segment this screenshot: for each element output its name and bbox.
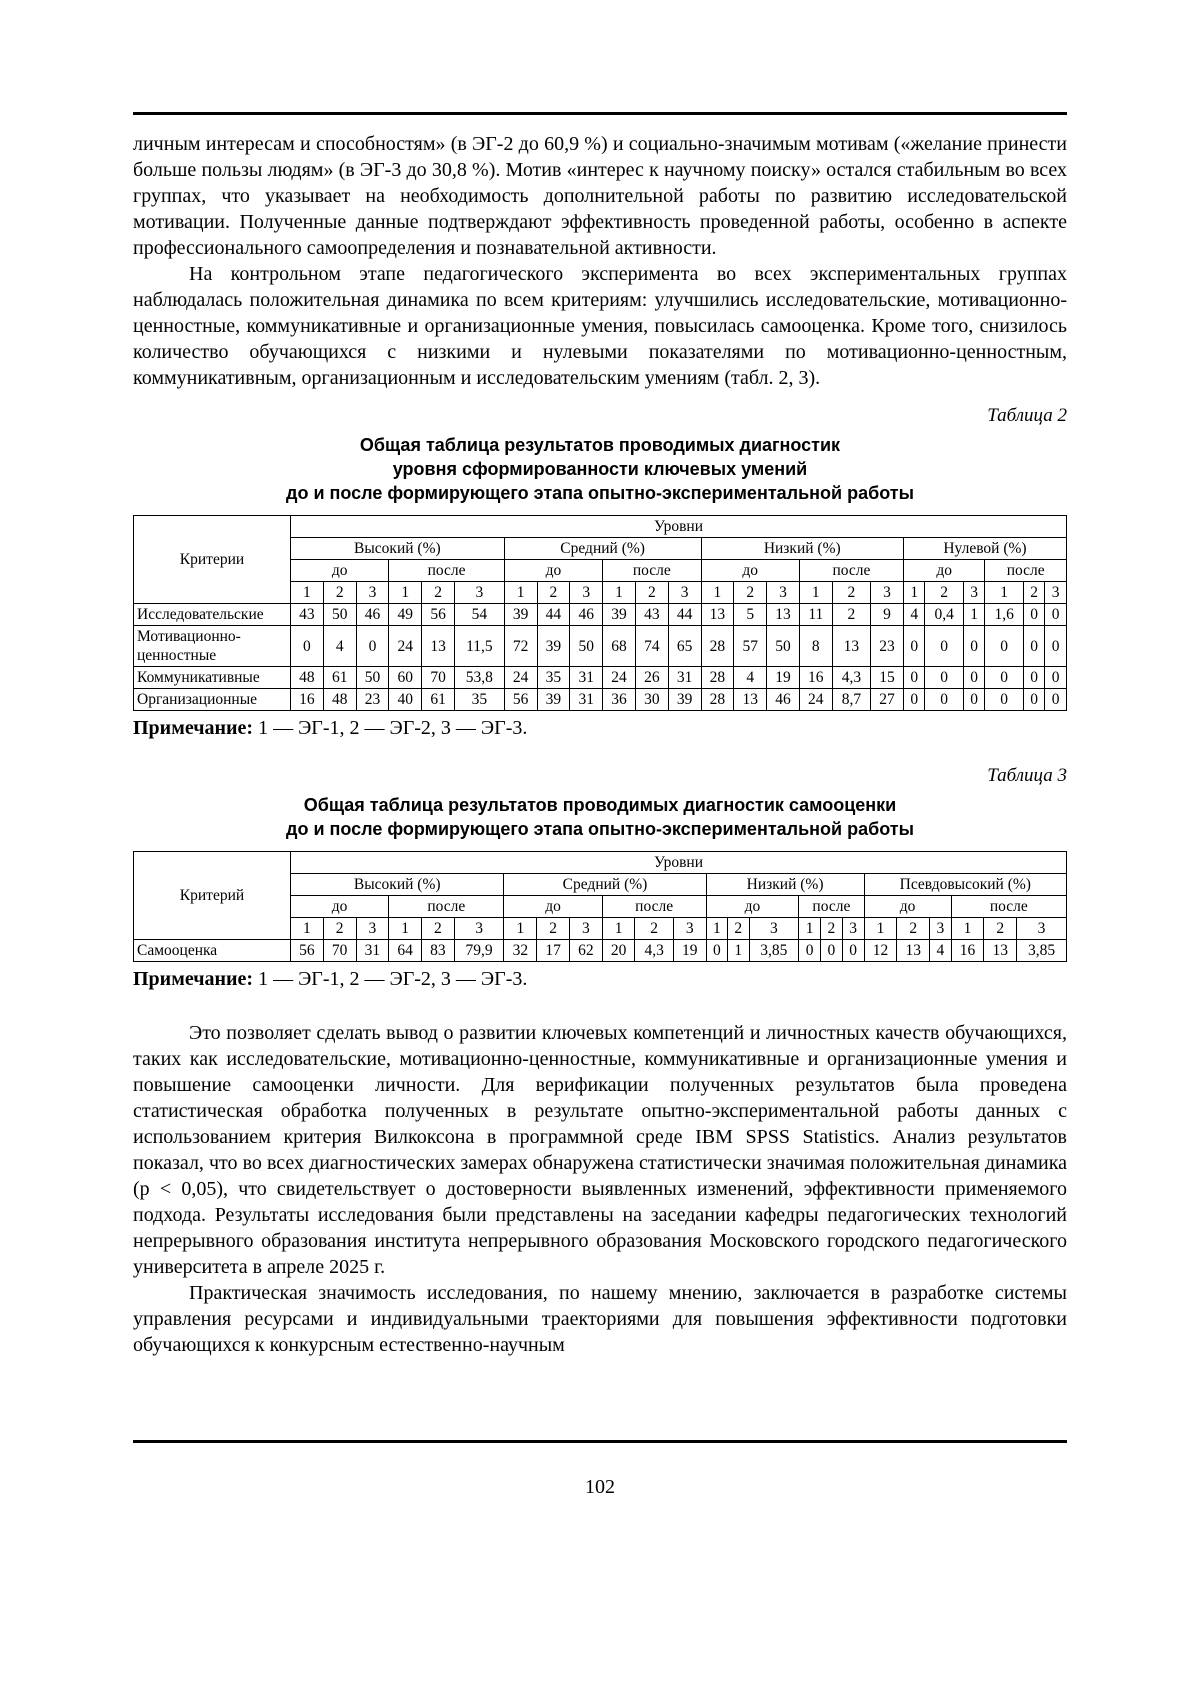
level-header-cell: Высокий (%) bbox=[291, 874, 504, 896]
table2-note-text: 1 — ЭГ-1, 2 — ЭГ-2, 3 — ЭГ-3. bbox=[253, 717, 528, 739]
table-row bbox=[134, 689, 1067, 711]
data-cell: 1 bbox=[963, 604, 985, 626]
data-cell: 83 bbox=[422, 940, 455, 962]
data-cell: 39 bbox=[603, 604, 636, 626]
data-cell: 48 bbox=[323, 689, 356, 711]
data-cell: 0 bbox=[963, 667, 985, 689]
data-cell: 24 bbox=[389, 626, 422, 667]
data-cell: 39 bbox=[537, 626, 570, 667]
data-cell: 28 bbox=[701, 626, 734, 667]
data-cell: 36 bbox=[603, 689, 636, 711]
group-header-cell: 2 bbox=[323, 582, 356, 604]
data-cell: 20 bbox=[602, 940, 635, 962]
data-cell: 50 bbox=[356, 667, 389, 689]
data-cell: 24 bbox=[504, 667, 537, 689]
data-cell: 31 bbox=[570, 667, 603, 689]
header-rule bbox=[133, 112, 1067, 115]
group-header-cell: 2 bbox=[537, 582, 570, 604]
table2-title-line1: Общая таблица результатов проводимых диагностик bbox=[359, 435, 841, 455]
data-cell: 43 bbox=[291, 604, 324, 626]
data-cell: 60 bbox=[389, 667, 422, 689]
data-cell: 0 bbox=[1023, 689, 1045, 711]
data-cell: 46 bbox=[356, 604, 389, 626]
group-header-cell: 2 bbox=[1023, 582, 1045, 604]
page-content bbox=[133, 112, 1067, 1358]
table2-note bbox=[133, 715, 1067, 741]
data-cell: 0 bbox=[799, 940, 821, 962]
data-cell: 0 bbox=[356, 626, 389, 667]
data-cell: 13 bbox=[734, 689, 767, 711]
level-header-cell: Низкий (%) bbox=[706, 874, 864, 896]
data-cell: 4 bbox=[903, 604, 925, 626]
data-cell: 16 bbox=[291, 689, 324, 711]
data-cell: 0 bbox=[985, 667, 1023, 689]
data-cell: 8 bbox=[799, 626, 832, 667]
group-header-cell: 2 bbox=[635, 582, 668, 604]
phase-header-cell: после bbox=[603, 560, 701, 582]
data-cell: 0 bbox=[1023, 604, 1045, 626]
phase-header-cell: до bbox=[504, 896, 602, 918]
group-header-cell: 3 bbox=[1045, 582, 1067, 604]
table-row bbox=[134, 667, 1067, 689]
group-header-cell: 3 bbox=[1017, 918, 1067, 940]
spacer bbox=[133, 992, 1067, 1006]
data-cell: 0 bbox=[963, 626, 985, 667]
table2-grid bbox=[133, 515, 1067, 711]
data-cell: 31 bbox=[668, 667, 701, 689]
table3-note-text: 1 — ЭГ-1, 2 — ЭГ-2, 3 — ЭГ-3. bbox=[253, 968, 528, 990]
data-cell: 62 bbox=[569, 940, 602, 962]
group-header-cell: 3 bbox=[356, 582, 389, 604]
data-cell: 4,3 bbox=[635, 940, 673, 962]
group-header-cell: 1 bbox=[701, 582, 734, 604]
group-header-cell: 3 bbox=[356, 918, 389, 940]
table3-grid bbox=[133, 851, 1067, 962]
data-cell: 16 bbox=[799, 667, 832, 689]
phase-header-cell: до bbox=[706, 896, 799, 918]
data-cell: 0 bbox=[903, 667, 925, 689]
data-cell: 0 bbox=[925, 626, 963, 667]
data-cell: 0 bbox=[706, 940, 727, 962]
data-cell: 61 bbox=[323, 667, 356, 689]
group-header-cell: 3 bbox=[963, 582, 985, 604]
data-cell: 24 bbox=[603, 667, 636, 689]
phase-header-cell: после bbox=[799, 896, 864, 918]
paragraph-conclusion: Это позволяет сделать вывод о развитии ключевых компетенций и личностных качеств обучающихся, таких как исследовательские, мотивационно-ценностные, коммуникативные и организационные умения и повышение самооценки личности. Для верификации полученных результатов была проведена статистическая обработка полученных в результате опытно-экспериментальной работы данных с использованием критерия Вилкоксона в программной среде IBM SPSS Statistics. Анализ результатов показал, что во всех диагностических замерах обнаружена статистически значимая положительная динамика (p < 0,05), что свидетельствует о достоверности выявленных изменений, эффективности применяемого подхода. Результаты исследования были представлены на заседании кафедры педагогических технологий непрерывного образования института непрерывного образования Московского городского педагогического университета в апреле 2025 г. bbox=[133, 1022, 1067, 1278]
data-cell: 0 bbox=[1023, 626, 1045, 667]
page-number: 102 bbox=[585, 1476, 615, 1498]
data-cell: 0 bbox=[291, 626, 324, 667]
data-cell: 50 bbox=[767, 626, 800, 667]
group-header-cell: 3 bbox=[570, 582, 603, 604]
group-header-cell: 2 bbox=[734, 582, 767, 604]
group-header-cell: 3 bbox=[930, 918, 951, 940]
data-cell: 31 bbox=[356, 940, 389, 962]
group-header-cell: 3 bbox=[871, 582, 904, 604]
data-cell: 5 bbox=[734, 604, 767, 626]
level-header-cell: Средний (%) bbox=[504, 538, 701, 560]
table2-note-label: Примечание: bbox=[133, 717, 254, 739]
group-header-cell: 1 bbox=[389, 918, 422, 940]
level-header-cell: Псевдовысокий (%) bbox=[864, 874, 1066, 896]
row-label-cell: Мотивационно-ценностные bbox=[134, 626, 291, 667]
table3-title-line1: Общая таблица результатов проводимых диагностик самооценки bbox=[303, 795, 897, 815]
data-cell: 50 bbox=[570, 626, 603, 667]
data-cell: 57 bbox=[734, 626, 767, 667]
data-cell: 8,7 bbox=[832, 689, 870, 711]
data-cell: 53,8 bbox=[454, 667, 504, 689]
footer-rule bbox=[133, 1440, 1067, 1443]
data-cell: 0,4 bbox=[925, 604, 963, 626]
levels-header-cell: Уровни bbox=[291, 516, 1067, 538]
data-cell: 23 bbox=[871, 626, 904, 667]
group-header-cell: 1 bbox=[291, 582, 324, 604]
data-cell: 50 bbox=[323, 604, 356, 626]
group-header-cell: 2 bbox=[422, 918, 455, 940]
group-header-cell: 2 bbox=[635, 918, 673, 940]
phase-header-cell: после bbox=[389, 896, 504, 918]
data-cell: 16 bbox=[951, 940, 984, 962]
table-row bbox=[134, 940, 1067, 962]
data-cell: 70 bbox=[323, 940, 356, 962]
data-cell: 19 bbox=[767, 667, 800, 689]
row-label-cell: Исследовательские bbox=[134, 604, 291, 626]
group-header-cell: 1 bbox=[504, 582, 537, 604]
data-cell: 56 bbox=[422, 604, 455, 626]
phase-header-cell: после bbox=[951, 896, 1066, 918]
data-cell: 12 bbox=[864, 940, 897, 962]
group-header-cell: 1 bbox=[602, 918, 635, 940]
data-cell: 32 bbox=[504, 940, 537, 962]
data-cell: 43 bbox=[635, 604, 668, 626]
data-cell: 0 bbox=[985, 626, 1023, 667]
data-cell: 24 bbox=[799, 689, 832, 711]
level-header-cell: Нулевой (%) bbox=[903, 538, 1066, 560]
phase-header-cell: после bbox=[799, 560, 903, 582]
group-header-cell: 3 bbox=[569, 918, 602, 940]
group-header-cell: 1 bbox=[706, 918, 727, 940]
table3-note-label: Примечание: bbox=[133, 968, 254, 990]
table3-title-line2: до и после формирующего этапа опытно-экспериментальной работы bbox=[286, 819, 914, 839]
data-cell: 3,85 bbox=[1017, 940, 1067, 962]
level-header-cell: Низкий (%) bbox=[701, 538, 903, 560]
data-cell: 54 bbox=[454, 604, 504, 626]
data-cell: 46 bbox=[767, 689, 800, 711]
group-header-cell: 1 bbox=[799, 918, 821, 940]
data-cell: 56 bbox=[504, 689, 537, 711]
group-header-cell: 2 bbox=[820, 918, 842, 940]
group-header-cell: 1 bbox=[291, 918, 324, 940]
phase-header-cell: после bbox=[985, 560, 1067, 582]
data-cell: 0 bbox=[842, 940, 864, 962]
data-cell: 13 bbox=[701, 604, 734, 626]
data-cell: 64 bbox=[389, 940, 422, 962]
group-header-cell: 3 bbox=[749, 918, 799, 940]
group-header-cell: 2 bbox=[323, 918, 356, 940]
data-cell: 23 bbox=[356, 689, 389, 711]
data-cell: 39 bbox=[668, 689, 701, 711]
data-cell: 0 bbox=[903, 689, 925, 711]
group-header-cell: 1 bbox=[985, 582, 1023, 604]
group-header-cell: 3 bbox=[842, 918, 864, 940]
data-cell: 61 bbox=[422, 689, 455, 711]
group-header-cell: 3 bbox=[767, 582, 800, 604]
phase-header-cell: до bbox=[504, 560, 602, 582]
data-cell: 72 bbox=[504, 626, 537, 667]
paragraph-control-stage: На контрольном этапе педагогического эксперимента во всех экспериментальных группах наблюдалась положительная динамика по всем критериям: улучшились исследовательские, мотивационно-ценностные, коммуникативные и организационные умения, повысилась самооценка. Кроме того, снизилось количество обучающихся с низкими и нулевыми показателями по мотивационно-ценностным, коммуникативным, организационным и исследовательским умениям (табл. 2, 3). bbox=[133, 263, 1067, 389]
criteria-header-cell: Критерий bbox=[134, 852, 291, 940]
group-header-cell: 2 bbox=[537, 918, 570, 940]
row-label-cell: Коммуникативные bbox=[134, 667, 291, 689]
data-cell: 68 bbox=[603, 626, 636, 667]
group-header-cell: 3 bbox=[454, 918, 504, 940]
data-cell: 0 bbox=[1045, 604, 1067, 626]
data-cell: 4,3 bbox=[832, 667, 870, 689]
data-cell: 74 bbox=[635, 626, 668, 667]
group-header-cell: 1 bbox=[504, 918, 537, 940]
data-cell: 13 bbox=[984, 940, 1017, 962]
table2-title bbox=[133, 433, 1067, 505]
phase-header-cell: после bbox=[602, 896, 706, 918]
data-cell: 17 bbox=[537, 940, 570, 962]
data-cell: 44 bbox=[537, 604, 570, 626]
table2-caption: Таблица 2 bbox=[987, 405, 1067, 426]
data-cell: 0 bbox=[903, 626, 925, 667]
data-cell: 49 bbox=[389, 604, 422, 626]
data-cell: 13 bbox=[767, 604, 800, 626]
phase-header-cell: до bbox=[701, 560, 799, 582]
table3-title bbox=[133, 793, 1067, 841]
phase-header-cell: до bbox=[291, 896, 389, 918]
data-cell: 0 bbox=[1045, 667, 1067, 689]
paragraph-practical-significance: Практическая значимость исследования, по нашему мнению, заключается в разработке системы управления ресурсами и индивидуальными траекториями для повышения эффективности подготовки обучающихся к конкурсным естественно-научным bbox=[133, 1282, 1067, 1356]
data-cell: 11 bbox=[799, 604, 832, 626]
data-cell: 1,6 bbox=[985, 604, 1023, 626]
data-cell: 0 bbox=[925, 689, 963, 711]
data-cell: 15 bbox=[871, 667, 904, 689]
group-header-cell: 2 bbox=[925, 582, 963, 604]
data-cell: 35 bbox=[454, 689, 504, 711]
data-cell: 39 bbox=[537, 689, 570, 711]
data-cell: 28 bbox=[701, 689, 734, 711]
data-cell: 46 bbox=[570, 604, 603, 626]
table2-title-line3: до и после формирующего этапа опытно-экспериментальной работы bbox=[286, 483, 914, 503]
group-header-cell: 3 bbox=[673, 918, 706, 940]
data-cell: 4 bbox=[930, 940, 951, 962]
data-cell: 4 bbox=[323, 626, 356, 667]
data-cell: 0 bbox=[820, 940, 842, 962]
table-row bbox=[134, 626, 1067, 667]
group-header-cell: 2 bbox=[832, 582, 870, 604]
data-cell: 4 bbox=[734, 667, 767, 689]
group-header-cell: 2 bbox=[984, 918, 1017, 940]
group-header-cell: 2 bbox=[422, 582, 455, 604]
phase-header-cell: до bbox=[864, 896, 951, 918]
row-label-cell: Самооценка bbox=[134, 940, 291, 962]
data-cell: 79,9 bbox=[454, 940, 504, 962]
table3-caption: Таблица 3 bbox=[987, 765, 1067, 786]
row-label-cell: Организационные bbox=[134, 689, 291, 711]
data-cell: 40 bbox=[389, 689, 422, 711]
group-header-cell: 2 bbox=[728, 918, 749, 940]
data-cell: 0 bbox=[1045, 689, 1067, 711]
data-cell: 19 bbox=[673, 940, 706, 962]
data-cell: 0 bbox=[1045, 626, 1067, 667]
data-cell: 3,85 bbox=[749, 940, 799, 962]
group-header-cell: 1 bbox=[951, 918, 984, 940]
data-cell: 11,5 bbox=[454, 626, 504, 667]
data-cell: 56 bbox=[291, 940, 324, 962]
data-cell: 13 bbox=[422, 626, 455, 667]
data-cell: 44 bbox=[668, 604, 701, 626]
levels-header-cell: Уровни bbox=[291, 852, 1067, 874]
criteria-header-cell: Критерии bbox=[134, 516, 291, 604]
paragraph-continued: личным интересам и способностям» (в ЭГ-2 до 60,9 %) и социально-значимым мотивам («желание принести больше пользы людям» (в ЭГ-3 до 30,8 %). Мотив «интерес к научному поиску» остался стабильным во всех группах, что указывает на необходимость дополнительной работы по развитию исследовательской мотивации. Полученные данные подтверждают эффективность проведенной работы, особенно в аспекте профессионального самоопределения и познавательной активности. bbox=[133, 133, 1067, 259]
group-header-cell: 1 bbox=[903, 582, 925, 604]
level-header-cell: Высокий (%) bbox=[291, 538, 505, 560]
data-cell: 13 bbox=[897, 940, 930, 962]
data-cell: 0 bbox=[1023, 667, 1045, 689]
table-row bbox=[134, 604, 1067, 626]
data-cell: 70 bbox=[422, 667, 455, 689]
group-header-cell: 1 bbox=[799, 582, 832, 604]
group-header-cell: 3 bbox=[668, 582, 701, 604]
data-cell: 0 bbox=[925, 667, 963, 689]
group-header-cell: 3 bbox=[454, 582, 504, 604]
data-cell: 0 bbox=[985, 689, 1023, 711]
phase-header-cell: до bbox=[903, 560, 984, 582]
group-header-cell: 1 bbox=[864, 918, 897, 940]
data-cell: 28 bbox=[701, 667, 734, 689]
level-header-cell: Средний (%) bbox=[504, 874, 706, 896]
phase-header-cell: до bbox=[291, 560, 389, 582]
data-cell: 30 bbox=[635, 689, 668, 711]
table2-title-line2: уровня сформированности ключевых умений bbox=[392, 459, 808, 479]
phase-header-cell: после bbox=[389, 560, 504, 582]
data-cell: 31 bbox=[570, 689, 603, 711]
data-cell: 65 bbox=[668, 626, 701, 667]
group-header-cell: 1 bbox=[389, 582, 422, 604]
data-cell: 35 bbox=[537, 667, 570, 689]
data-cell: 39 bbox=[504, 604, 537, 626]
group-header-cell: 2 bbox=[897, 918, 930, 940]
data-cell: 27 bbox=[871, 689, 904, 711]
table3-note bbox=[133, 966, 1067, 992]
data-cell: 1 bbox=[728, 940, 749, 962]
data-cell: 0 bbox=[963, 689, 985, 711]
group-header-cell: 1 bbox=[603, 582, 636, 604]
data-cell: 9 bbox=[871, 604, 904, 626]
data-cell: 13 bbox=[832, 626, 870, 667]
data-cell: 26 bbox=[635, 667, 668, 689]
data-cell: 48 bbox=[291, 667, 324, 689]
data-cell: 2 bbox=[832, 604, 870, 626]
